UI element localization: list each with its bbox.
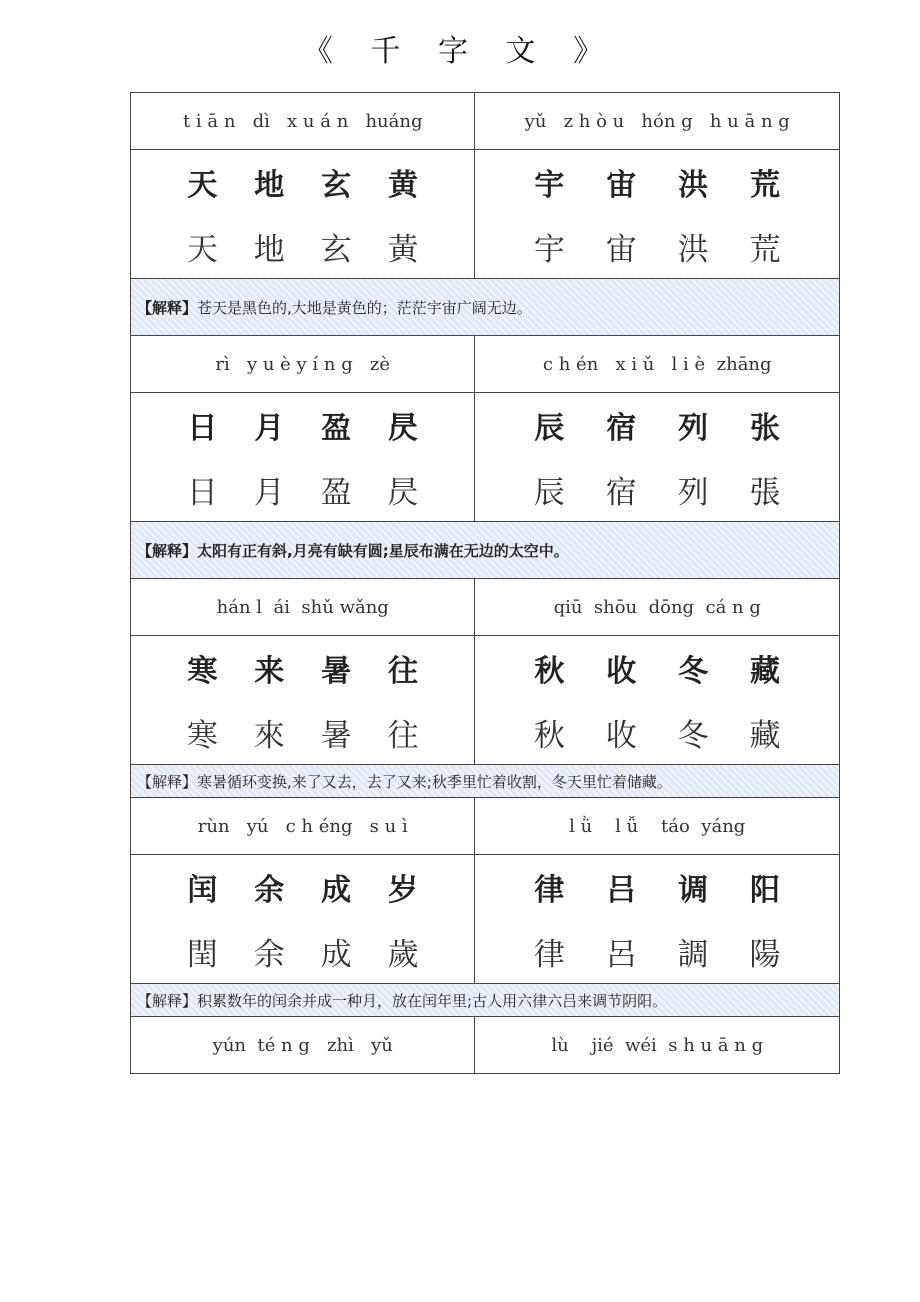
char: 律 <box>533 936 565 973</box>
pinyin-left: hán l ái shǔ wǎng <box>131 579 475 636</box>
char: 盈 <box>321 410 352 446</box>
char: 往 <box>388 653 418 689</box>
text-table <box>130 92 840 1074</box>
char: 呂 <box>605 936 637 973</box>
char: 黄 <box>388 167 418 203</box>
char: 月 <box>253 474 285 511</box>
char: 列 <box>678 410 709 446</box>
char: 闰 <box>187 872 218 908</box>
explanation-cell <box>131 765 840 798</box>
char: 岁 <box>388 872 418 908</box>
explanation-tag: 【解释】 <box>137 541 198 560</box>
char: 玄 <box>320 231 352 268</box>
explanation-text: 苍天是黑色的,大地是黄色的；茫茫宇宙广阔无边。 <box>197 298 532 317</box>
char: 日 <box>186 474 218 511</box>
explanation-text: 太阳有正有斜,月亮有缺有圆;星辰布满在无边的太空中。 <box>197 541 569 560</box>
pinyin-row <box>131 93 840 150</box>
chars-left <box>131 150 475 279</box>
explanation-cell <box>131 522 840 579</box>
chars-row <box>131 393 840 522</box>
explanation-cell <box>131 984 840 1017</box>
char: 天 <box>187 167 218 203</box>
char: 往 <box>387 717 419 754</box>
char: 宿 <box>606 410 637 446</box>
explanation-row <box>131 522 840 579</box>
char: 律 <box>534 872 565 908</box>
traditional-line <box>475 710 839 755</box>
pinyin-left: rùn yú c h éng s u ì <box>131 798 475 855</box>
char: 天 <box>186 231 218 268</box>
traditional-line <box>131 929 474 974</box>
pinyin-left: rì y u è y í n g zè <box>131 336 475 393</box>
char: 宙 <box>605 231 637 268</box>
char: 昃 <box>387 474 419 511</box>
simplified-line <box>475 646 839 690</box>
char: 宿 <box>605 474 637 511</box>
pinyin-row <box>131 1017 840 1074</box>
char: 日 <box>187 410 218 446</box>
char: 月 <box>254 410 285 446</box>
simplified-line <box>131 160 474 204</box>
chars-right <box>475 855 840 984</box>
simplified-line <box>131 403 474 447</box>
traditional-line <box>475 929 839 974</box>
char: 來 <box>253 717 285 754</box>
char: 收 <box>605 717 637 754</box>
pinyin-row <box>131 336 840 393</box>
chars-left <box>131 636 475 765</box>
pinyin-right: yǔ z h ò u hón g h u ā n g <box>475 93 840 150</box>
chars-left <box>131 393 475 522</box>
char: 余 <box>254 872 285 908</box>
char: 阳 <box>750 872 781 908</box>
char: 荒 <box>750 167 781 203</box>
char: 藏 <box>750 653 781 689</box>
explanation-tag: 【解释】 <box>137 991 198 1010</box>
char: 陽 <box>749 936 781 973</box>
char: 收 <box>606 653 637 689</box>
explanation-row <box>131 765 840 798</box>
char: 秋 <box>534 653 565 689</box>
chars-row <box>131 855 840 984</box>
char: 成 <box>321 872 352 908</box>
char: 吕 <box>606 872 637 908</box>
char: 张 <box>750 410 781 446</box>
char: 寒 <box>187 653 218 689</box>
char: 調 <box>677 936 709 973</box>
char: 列 <box>677 474 709 511</box>
pinyin-right: l ǜ l ǚ táo yáng <box>475 798 840 855</box>
char: 暑 <box>321 653 352 689</box>
pinyin-left: t i ā n dì x u á n huáng <box>131 93 475 150</box>
simplified-line <box>475 403 839 447</box>
traditional-line <box>131 467 474 512</box>
pinyin-right: qiū shōu dōng cá n g <box>475 579 840 636</box>
pinyin-left: yún té n g zhì yǔ <box>131 1017 475 1074</box>
char: 冬 <box>677 717 709 754</box>
traditional-line <box>131 710 474 755</box>
char: 荒 <box>749 231 781 268</box>
char: 昃 <box>388 410 418 446</box>
pinyin-right: lù jié wéi s h u ā n g <box>475 1017 840 1074</box>
char: 辰 <box>534 410 565 446</box>
char: 成 <box>320 936 352 973</box>
simplified-line <box>131 865 474 909</box>
char: 歲 <box>387 936 419 973</box>
pinyin-row <box>131 798 840 855</box>
page-title: 《 千 字 文 》 <box>302 34 618 69</box>
char: 張 <box>749 474 781 511</box>
explanation-tag: 【解释】 <box>137 772 198 791</box>
char: 洪 <box>678 167 709 203</box>
traditional-line <box>131 224 474 269</box>
explanation-row <box>131 984 840 1017</box>
char: 地 <box>253 231 285 268</box>
explanation-row <box>131 279 840 336</box>
char: 宇 <box>533 231 565 268</box>
char: 冬 <box>678 653 709 689</box>
traditional-line <box>475 467 839 512</box>
explanation-cell <box>131 279 840 336</box>
char: 藏 <box>749 717 781 754</box>
char: 黃 <box>387 231 419 268</box>
char: 调 <box>678 872 709 908</box>
explanation-text: 寒暑循环变换,来了又去，去了又来;秋季里忙着收割，冬天里忙着储藏。 <box>197 772 672 791</box>
char: 宙 <box>606 167 637 203</box>
chars-right <box>475 150 840 279</box>
chars-right <box>475 393 840 522</box>
char: 洪 <box>677 231 709 268</box>
explanation-text: 积累数年的闰余并成一种月，放在闰年里;古人用六律六吕来调节阴阳。 <box>197 991 668 1010</box>
simplified-line <box>131 646 474 690</box>
char: 辰 <box>533 474 565 511</box>
char: 玄 <box>321 167 352 203</box>
traditional-line <box>475 224 839 269</box>
char: 地 <box>254 167 285 203</box>
char: 寒 <box>186 717 218 754</box>
simplified-line <box>475 160 839 204</box>
char: 閏 <box>186 936 218 973</box>
pinyin-right: c h én x i ǔ l i è zhāng <box>475 336 840 393</box>
chars-row <box>131 150 840 279</box>
simplified-line <box>475 865 839 909</box>
char: 盈 <box>320 474 352 511</box>
char: 宇 <box>534 167 565 203</box>
chars-right <box>475 636 840 765</box>
pinyin-row <box>131 579 840 636</box>
char: 秋 <box>533 717 565 754</box>
chars-left <box>131 855 475 984</box>
chars-row <box>131 636 840 765</box>
explanation-tag: 【解释】 <box>137 298 198 317</box>
char: 来 <box>254 653 285 689</box>
char: 暑 <box>320 717 352 754</box>
char: 余 <box>253 936 285 973</box>
